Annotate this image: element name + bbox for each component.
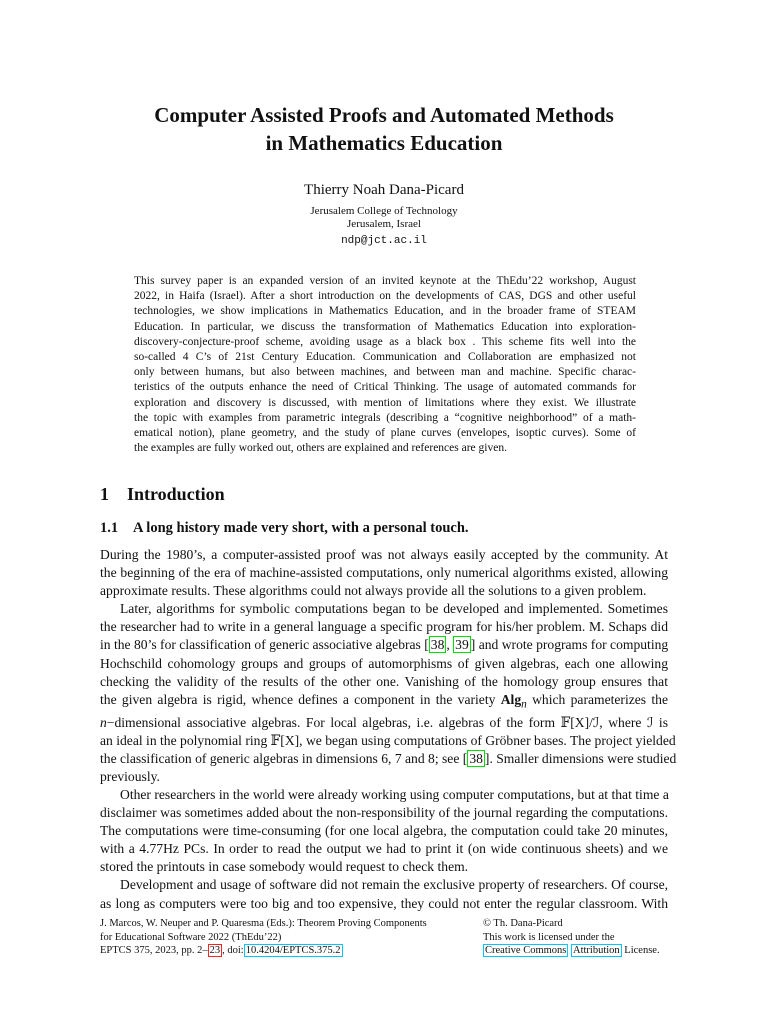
- attribution-link[interactable]: Attribution: [573, 945, 620, 956]
- text-span: , doi:: [222, 945, 244, 956]
- text-span: and wrote programs for computing: [475, 637, 669, 653]
- abstract-line: Education. In particular, we discuss the transformation of Mathematics Education into exploration-: [134, 320, 636, 333]
- section-title: Introduction: [127, 484, 225, 504]
- abstract-line: technologies, we show implications in Mathematics Education, and in the broader frame of STEAM: [134, 305, 636, 318]
- body-line: Development and usage of software did not remain the exclusive property of researchers. Of course,: [120, 877, 668, 893]
- body-line: Other researchers in the world were already working using computer computations, but at that time a: [120, 786, 669, 802]
- footer-line: J. Marcos, W. Neuper and P. Quaresma (Eds.): Theorem Proving Components: [100, 918, 427, 929]
- math-expression: 𝔽[X]: [270, 732, 300, 748]
- body-line: stored the printouts in case somebody would request to check them.: [100, 859, 469, 875]
- citation-link-38[interactable]: 38: [430, 637, 445, 653]
- abstract: [134, 274, 636, 456]
- abstract-line: ematical notion), plane geometry, and the study of plane curves (envelopes, isoptic curves). Some of: [134, 427, 636, 440]
- body-line: previously.: [100, 768, 160, 784]
- affiliation-line: Jerusalem, Israel: [347, 218, 421, 230]
- abstract-line: discovery-conjecture-proof scheme, avoiding usage as a black box . This scheme fits well into the: [134, 335, 636, 348]
- section-number: 1: [100, 484, 109, 504]
- body-line: disclaimer was sometimes added about the non-responsibility of the journal regarding the computations.: [100, 805, 668, 821]
- footer-line: © Th. Dana-Picard: [483, 918, 563, 929]
- citation-link-38[interactable]: 38: [469, 750, 483, 766]
- math-var: n: [100, 714, 107, 730]
- body-line: During the 1980’s, a computer-assisted proof was not always easily accepted by the community. At: [100, 547, 668, 562]
- body-line: [100, 691, 668, 714]
- author-email: ndp@jct.ac.il: [341, 235, 427, 247]
- text-span: −dimensional associative algebras. For local algebras, i.e. algebras of the form: [106, 714, 561, 730]
- body-line: approximate results. These algorithms could not always provide all the solutions to a given problem.: [100, 583, 647, 599]
- abstract-line: This survey paper is an expanded version of an invited keynote at the ThEdu’22 workshop, August: [134, 275, 636, 287]
- affiliation: [0, 205, 768, 231]
- title-line: Computer Assisted Proofs and Automated Methods: [154, 103, 614, 127]
- text-span: an ideal in the polynomial ring: [100, 732, 271, 748]
- body-line: the beginning of the era of machine-assisted computations, only numerical algorithms existed, allowing: [100, 565, 668, 581]
- author-name: Thierry Noah Dana-Picard: [304, 182, 464, 198]
- text-span: the classification of generic algebras in dimensions 6, 7 and 8; see: [100, 750, 463, 766]
- affiliation-line: Jerusalem College of Technology: [310, 205, 458, 217]
- abstract-line: only between humans, but also between machines, and between man and machine. Specific charac-: [134, 366, 636, 379]
- body-line: [100, 714, 668, 732]
- footer-line: for Educational Software 2022 (ThEdu’22): [100, 931, 282, 943]
- body-line: as long as computers were too big and too expensive, they could not enter the regular classroom. With: [100, 895, 668, 911]
- text-span: EPTCS 375, 2023, pp. 2–: [100, 945, 208, 956]
- math-var: ℐ: [646, 714, 654, 730]
- footer-line: [100, 944, 427, 958]
- text-span: which parameterizes the: [526, 691, 668, 707]
- text-span: is: [653, 714, 668, 730]
- section-heading: [100, 484, 225, 505]
- body-text: [100, 546, 677, 913]
- footer-citation: [100, 917, 427, 958]
- text-span: the given algebra is rigid, whence defines a component in the variety: [100, 691, 501, 707]
- text-span: , we began using computations of Gröbner bases. The project yielded: [299, 732, 676, 748]
- abstract-line: teristics of the outputs enhance the need of Critical Thinking. The usage of automated commands for: [134, 381, 636, 394]
- math-alg: Alg: [500, 691, 522, 707]
- abstract-line: 2022, in Haifa (Israel). After a short introduction on the developments of CAS, DGS and other useful: [134, 290, 636, 303]
- subsection-title: A long history made very short, with a personal touch.: [133, 520, 469, 536]
- text-span: . Smaller dimensions were studied: [489, 750, 677, 766]
- creative-commons-link[interactable]: Creative Commons: [485, 945, 567, 956]
- body-line: checking the validity of the results of the other one. Vanishing of the homology group ensures that: [100, 673, 668, 689]
- body-line: the researcher had to write in a general language a specific program for his/her problem. M. Schaps did: [100, 619, 668, 635]
- last-page-link[interactable]: 23: [209, 945, 221, 956]
- footer-line: [483, 944, 660, 958]
- abstract-line: so-called 4 C’s of 21st Century Education. Communication and Collaboration are emphasized not: [134, 351, 636, 364]
- body-line: [100, 732, 676, 750]
- abstract-line: the topic with examples from parametric integrals (describing a “cognitive neighborhood” of a math-: [134, 411, 636, 424]
- abstract-line: exploration and discovery is discussed, with mention of limitations where they exist. We illustrate: [134, 396, 636, 409]
- text-span: , where: [599, 714, 647, 730]
- citation-link-39[interactable]: 39: [455, 637, 469, 653]
- title-line: in Mathematics Education: [265, 131, 503, 155]
- footer-line: This work is licensed under the: [483, 931, 615, 943]
- subsection-number: 1.1: [100, 520, 119, 536]
- body-line: in the 80’s for classification of generic associative algebras [ 38 , 39 ] and wrote programs for computing: [100, 637, 669, 653]
- abstract-line: the examples are fully worked out, others are explained and references are given.: [134, 442, 507, 455]
- body-line: the classification of generic algebras in dimensions 6, 7 and 8; see [ 38 ]. Smaller dimensions were studied: [100, 750, 677, 766]
- footer-license: [483, 917, 660, 958]
- paper-title: [0, 101, 768, 157]
- text-span: in the 80’s for classification of generic associative algebras: [100, 637, 425, 653]
- doi-link[interactable]: 10.4204/EPTCS.375.2: [245, 945, 341, 956]
- body-line: Hochschild cohomology groups and groups of automorphisms of given algebras, each one allowing: [100, 655, 668, 671]
- subsection-heading: [100, 520, 469, 537]
- body-line: The computations were time-consuming (for one local algebra, the computation could take 20 minutes,: [100, 823, 668, 839]
- text-span: License.: [621, 945, 660, 956]
- math-expression: 𝔽[X]/ℐ: [560, 714, 600, 730]
- math-subscript: n: [521, 698, 527, 711]
- body-line: with a 4.77Hz PCs. In order to read the output we had to print it (on wide continuous sheets) and we: [100, 841, 668, 857]
- body-line: Later, algorithms for symbolic computations began to be developed and implemented. Sometimes: [120, 601, 668, 617]
